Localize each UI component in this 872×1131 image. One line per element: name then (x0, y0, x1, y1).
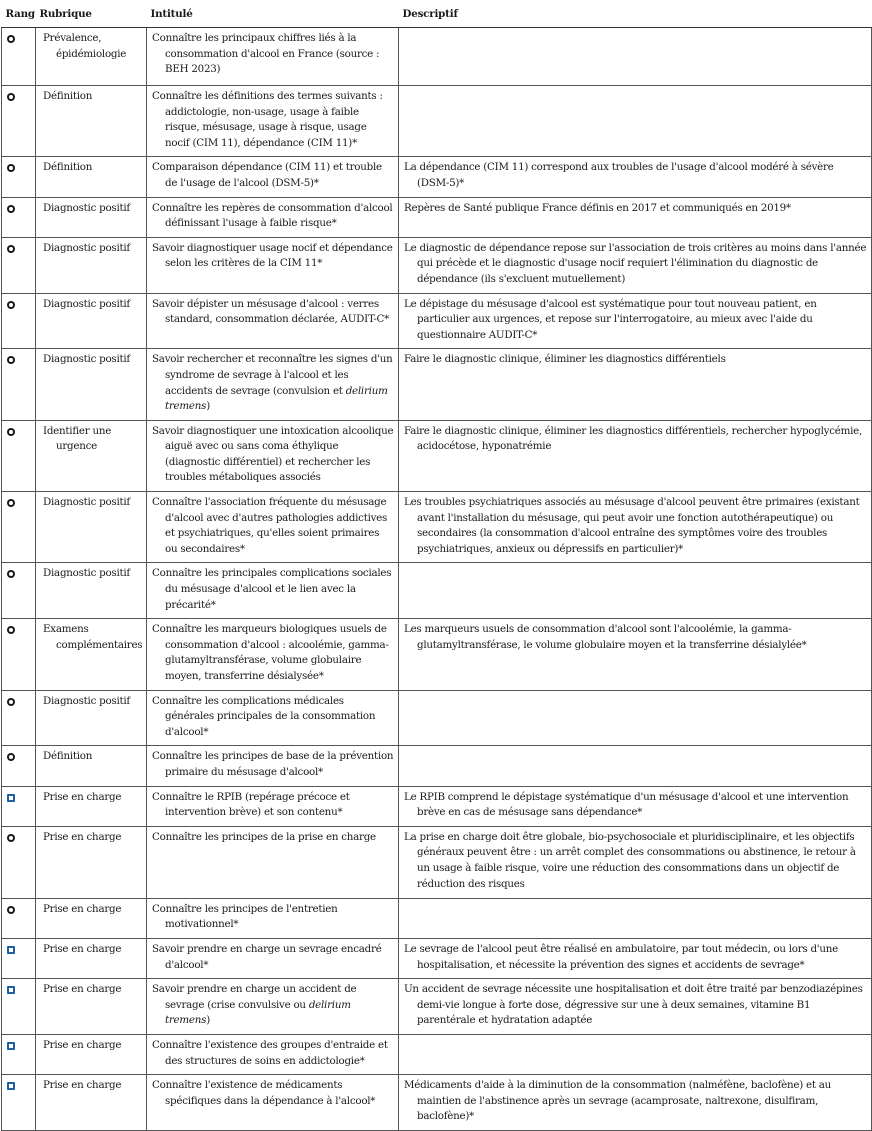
rang-cell (2, 786, 36, 826)
rang-b-icon (7, 1082, 15, 1090)
intitule-cell: Connaître les principaux chiffres liés à la consommation d'alcool en France (source : BEH 2023) (147, 28, 399, 86)
intitule-text-end: ) (206, 400, 210, 413)
rang-cell (2, 293, 36, 349)
rubrique-cell: Prise en charge (36, 1034, 147, 1074)
descriptif-cell (399, 563, 872, 619)
rubrique-cell: Identifier une urgence (36, 420, 147, 491)
rang-cell (2, 197, 36, 237)
table-row (2, 349, 872, 420)
rang-b-icon (7, 946, 15, 954)
rubrique-cell: Définition (36, 157, 147, 197)
header-descriptif: Descriptif (399, 0, 872, 28)
intitule-cell: Connaître les définitions des termes suivants : addictologie, non-usage, usage à faible risque, mésusage, usage à risque, usage nocif (CIM 11), dépendance (CIM 11)* (147, 86, 399, 157)
rang-a-icon (7, 626, 15, 634)
intitule-text: Savoir prendre en charge un accident de sevrage (crise convulsive ou (152, 983, 357, 1011)
intitule-cell (147, 979, 399, 1035)
intitule-cell: Connaître les marqueurs biologiques usuels de consommation d'alcool : alcoolémie, gamma-glutamyltransférase, volume globulaire moyen, transferrine désialysée* (147, 619, 399, 690)
rang-cell (2, 157, 36, 197)
rubrique-cell: Prise en charge (36, 898, 147, 938)
table-row (2, 563, 872, 619)
table-row (2, 492, 872, 563)
rang-a-icon (7, 301, 15, 309)
rang-b-icon (7, 986, 15, 994)
rang-cell (2, 420, 36, 491)
rang-a-icon (7, 428, 15, 436)
descriptif-cell (399, 746, 872, 786)
intitule-cell: Connaître les principes de l'entretien motivationnel* (147, 898, 399, 938)
table-row (2, 619, 872, 690)
table-row (2, 28, 872, 86)
rang-cell (2, 349, 36, 420)
table-row (2, 237, 872, 293)
header-rubrique: Rubrique (36, 0, 147, 28)
intitule-text: Savoir rechercher et reconnaître les signes d'un syndrome de sevrage à l'alcool et les accidents de sevrage (convulsion et (152, 353, 393, 397)
descriptif-cell: Le dépistage du mésusage d'alcool est systématique pour tout nouveau patient, en particulier aux urgences, et repose sur l'interrogatoire, au mieux avec l'aide du questionnaire AUDIT-C* (399, 293, 872, 349)
table-row (2, 979, 872, 1035)
table-row (2, 786, 872, 826)
descriptif-cell: Les marqueurs usuels de consommation d'alcool sont l'alcoolémie, la gamma-glutamyltransférase, le volume globulaire moyen et la transferrine désialylée* (399, 619, 872, 690)
descriptif-cell: Le diagnostic de dépendance repose sur l'association de trois critères au moins dans l'année qui précède et le diagnostic d'usage nocif requiert l'élimination du diagnostic de dépendance (ils s'excluent mutuellement) (399, 237, 872, 293)
rang-cell (2, 979, 36, 1035)
rang-cell (2, 1034, 36, 1074)
rang-a-icon (7, 499, 15, 507)
table-row (2, 157, 872, 197)
rubrique-cell: Définition (36, 86, 147, 157)
descriptif-cell (399, 28, 872, 86)
intitule-italic-term: delirium tremens (165, 998, 351, 1027)
intitule-text-end: ) (206, 1014, 210, 1027)
header-rang: Rang (2, 0, 36, 28)
table-row (2, 746, 872, 786)
rubrique-cell: Prise en charge (36, 938, 147, 978)
table-row (2, 826, 872, 898)
rang-cell (2, 28, 36, 86)
rang-a-icon (7, 834, 15, 842)
descriptif-cell (399, 1034, 872, 1074)
descriptif-cell: Faire le diagnostic clinique, éliminer les diagnostics différentiels (399, 349, 872, 420)
rubrique-cell: Prise en charge (36, 786, 147, 826)
rubrique-cell: Diagnostic positif (36, 349, 147, 420)
intitule-cell: Connaître l'existence des groupes d'entraide et des structures de soins en addictologie* (147, 1034, 399, 1074)
rubrique-cell: Examens complémentaires (36, 619, 147, 690)
intitule-cell: Comparaison dépendance (CIM 11) et trouble de l'usage de l'alcool (DSM-5)* (147, 157, 399, 197)
intitule-cell (147, 349, 399, 420)
rang-cell (2, 690, 36, 746)
rubrique-cell: Diagnostic positif (36, 563, 147, 619)
rang-cell (2, 938, 36, 978)
rang-cell (2, 619, 36, 690)
rang-cell (2, 898, 36, 938)
rang-a-icon (7, 906, 15, 914)
descriptif-cell (399, 898, 872, 938)
rubrique-cell: Prise en charge (36, 826, 147, 898)
descriptif-cell: La dépendance (CIM 11) correspond aux troubles de l'usage d'alcool modéré à sévère (DSM-5)* (399, 157, 872, 197)
rubrique-cell: Diagnostic positif (36, 237, 147, 293)
header-intitule: Intitulé (147, 0, 399, 28)
rang-cell (2, 1075, 36, 1131)
rubrique-cell: Diagnostic positif (36, 492, 147, 563)
table-row (2, 86, 872, 157)
rubrique-cell: Définition (36, 746, 147, 786)
rang-cell (2, 492, 36, 563)
descriptif-cell: Un accident de sevrage nécessite une hospitalisation et doit être traité par benzodiazépines demi-vie longue à forte dose, dégressive sur une à deux semaines, vitamine B1 parentérale et hydratation adaptée (399, 979, 872, 1035)
rang-a-icon (7, 753, 15, 761)
table-row (2, 293, 872, 349)
intitule-cell: Connaître l'association fréquente du mésusage d'alcool avec d'autres pathologies addictives et psychiatriques, qu'elles soient primaires ou secondaires* (147, 492, 399, 563)
rang-a-icon (7, 698, 15, 706)
table-row (2, 1034, 872, 1074)
descriptif-cell: La prise en charge doit être globale, bio-psychosociale et pluridisciplinaire, et les objectifs généraux peuvent être : un arrêt complet des consommations ou abstinence, le retour à un usage à faible risque, voire une réduction des consommations dans un objectif de réduction des risques (399, 826, 872, 898)
rang-cell (2, 826, 36, 898)
rang-a-icon (7, 570, 15, 578)
table-row (2, 197, 872, 237)
rang-b-icon (7, 1042, 15, 1050)
table-header-row (2, 0, 872, 28)
descriptif-cell (399, 690, 872, 746)
intitule-cell: Savoir diagnostiquer une intoxication alcoolique aiguë avec ou sans coma éthylique (diagnostic différentiel) et rechercher les troubles métaboliques associés (147, 420, 399, 491)
rubrique-cell: Prévalence, épidémiologie (36, 28, 147, 86)
intitule-cell: Connaître les complications médicales générales principales de la consommation d'alcool* (147, 690, 399, 746)
rang-cell (2, 86, 36, 157)
table-row (2, 898, 872, 938)
intitule-cell: Savoir prendre en charge un sevrage encadré d'alcool* (147, 938, 399, 978)
descriptif-cell: Les troubles psychiatriques associés au mésusage d'alcool peuvent être primaires (existant avant l'installation du mésusage, qui peut avoir une fonction autothérapeutique) ou secondaires (la consommation d'alcool entraîne des symptômes voire des troubles psychiatriques, anxieux ou dépressifs en particulier)* (399, 492, 872, 563)
rang-cell (2, 563, 36, 619)
descriptif-cell: Faire le diagnostic clinique, éliminer les diagnostics différentiels, rechercher hypoglycémie, acidocétose, hyponatrémie (399, 420, 872, 491)
intitule-cell: Connaître les principes de la prise en charge (147, 826, 399, 898)
descriptif-cell: Le sevrage de l'alcool peut être réalisé en ambulatoire, par tout médecin, ou lors d'une hospitalisation, et nécessite la prévention des signes et accidents de sevrage* (399, 938, 872, 978)
descriptif-cell: Médicaments d'aide à la diminution de la consommation (nalméfène, baclofène) et au maintien de l'abstinence après un sevrage (acamprosate, naltrexone, disulfiram, baclofène)* (399, 1075, 872, 1131)
table-row (2, 938, 872, 978)
table-row (2, 690, 872, 746)
rang-a-icon (7, 164, 15, 172)
intitule-cell: Connaître le RPIB (repérage précoce et intervention brève) et son contenu* (147, 786, 399, 826)
rang-a-icon (7, 35, 15, 43)
rubrique-cell: Diagnostic positif (36, 690, 147, 746)
rubrique-cell: Diagnostic positif (36, 293, 147, 349)
rang-b-icon (7, 794, 15, 802)
table-row (2, 420, 872, 491)
intitule-cell: Connaître l'existence de médicaments spécifiques dans la dépendance à l'alcool* (147, 1075, 399, 1131)
rang-a-icon (7, 93, 15, 101)
intitule-cell: Connaître les principes de base de la prévention primaire du mésusage d'alcool* (147, 746, 399, 786)
rang-cell (2, 237, 36, 293)
intitule-cell: Savoir diagnostiquer usage nocif et dépendance selon les critères de la CIM 11* (147, 237, 399, 293)
rubrique-cell: Diagnostic positif (36, 197, 147, 237)
intitule-italic-term: delirium tremens (165, 384, 388, 413)
rang-a-icon (7, 245, 15, 253)
intitule-cell: Connaître les principales complications sociales du mésusage d'alcool et le lien avec la précarité* (147, 563, 399, 619)
rubrique-cell: Prise en charge (36, 979, 147, 1035)
rubrique-cell: Prise en charge (36, 1075, 147, 1131)
rang-cell (2, 746, 36, 786)
intitule-cell: Savoir dépister un mésusage d'alcool : verres standard, consommation déclarée, AUDIT-C* (147, 293, 399, 349)
objectives-table (1, 0, 872, 1131)
rang-a-icon (7, 356, 15, 364)
descriptif-cell: Le RPIB comprend le dépistage systématique d'un mésusage d'alcool et une intervention brève en cas de mésusage sans dépendance* (399, 786, 872, 826)
rang-a-icon (7, 205, 15, 213)
intitule-cell: Connaître les repères de consommation d'alcool définissant l'usage à faible risque* (147, 197, 399, 237)
descriptif-cell: Repères de Santé publique France définis en 2017 et communiqués en 2019* (399, 197, 872, 237)
table-row (2, 1075, 872, 1131)
descriptif-cell (399, 86, 872, 157)
